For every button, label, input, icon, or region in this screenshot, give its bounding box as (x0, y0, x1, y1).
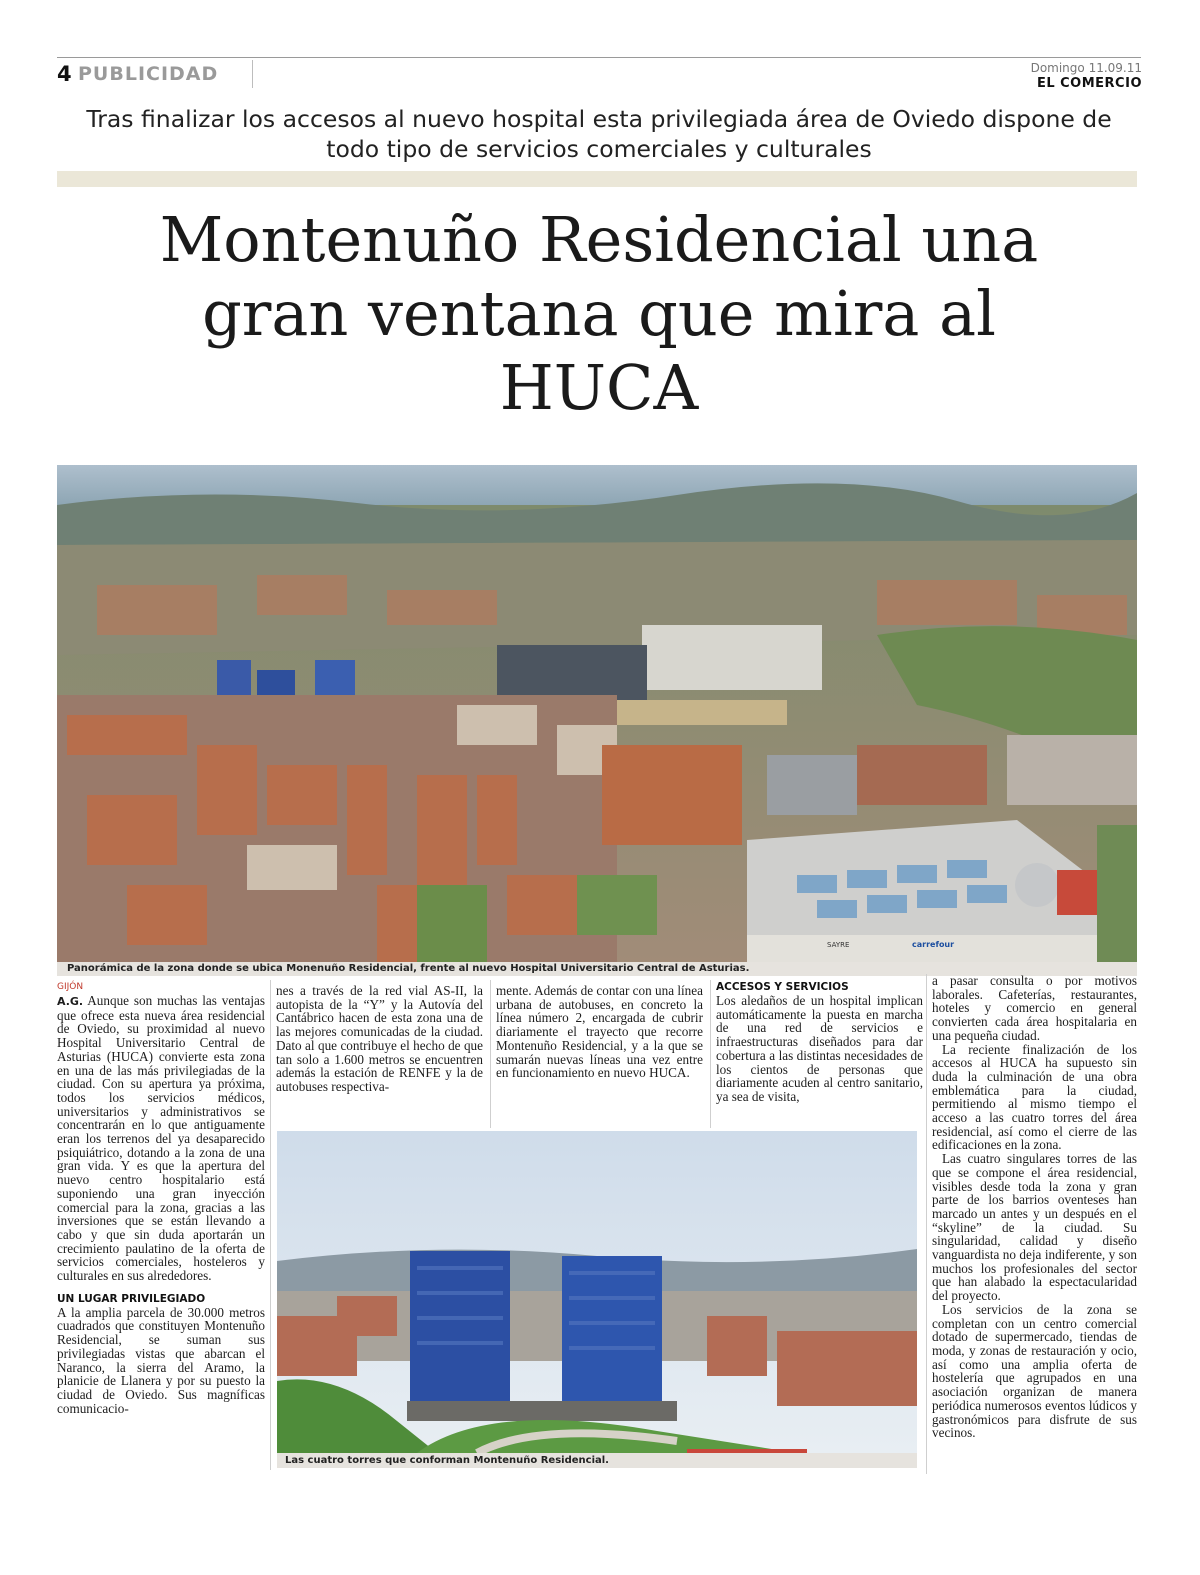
main-photo-caption: Panorámica de la zona donde se ubica Monenuño Residencial, frente al nuevo Hospital Universitario Central de Asturias. (57, 962, 1137, 976)
byline: A.G. (57, 995, 84, 1008)
paragraph-accesos-5: Los servicios de la zona se completan con un centro comercial dotado de supermercado, tiendas de moda, y zonas de restauración y ocio, así como una amplia oferta de hostelería que agrupados en una asociación organizan de manera periódica numerosos eventos lúdicos y gastronómicos para disfrute de sus vecinos. (932, 1301, 1137, 1441)
column-rule (270, 980, 271, 1470)
paragraph-accesos-1: Los aledaños de un hospital implican automáticamente la puesta en marcha de una red de servicios e infraestructuras diseñados para dar cobertura a las distintas necesidades de los cientos de personas que diariamente acuden al centro sanitario, ya sea de visita, (716, 993, 923, 1104)
paragraph-accesos-3: La reciente finalización de los accesos al HUCA ha supuesto sin duda la culminación de una obra emblemática para la ciudad, permitiendo al mismo tiempo el acceso a las cuatro torres del área residencial, así como el cierre de las edificaciones en la zona. (932, 1041, 1137, 1153)
aerial-photo (57, 465, 1137, 962)
paragraph-lugar-1: A la amplia parcela de 30.000 metros cuadrados que constituyen Montenuño Residencial, se suman sus privilegiadas vistas que abarcan el Naranco, la sierra del Aramo, la planicie de Llanera y por su puesto la ciudad de Oviedo. Sus magníficas comunicacio- (57, 1304, 265, 1416)
top-rule (57, 57, 1141, 58)
header-divider (252, 60, 253, 88)
paragraph-accesos-4: Las cuatro singulares torres de las que se compone el área residencial, visibles desde toda la zona y gran parte de los barrios oventeses han marcado un antes y un después en el “skyline” de la ciudad. Su singularidad, calidad y diseño vanguardista no deja indiferente, y son muchos los profesionales del sector que han alabado la espectacularidad del proyecto. (932, 1151, 1137, 1304)
paragraph-lugar-2: nes a través de la red vial AS-II, la autopista de la “Y” y la Autovía del Cantábrico hacen de esta zona una de las mejores comunicadas de la ciudad. Dato al que contribuye el hecho de que tan solo a 1.600 metros se encuentren además la estación de RENFE y la de autobuses respectiva- (276, 983, 483, 1094)
section-label: PUBLICIDAD (78, 63, 219, 85)
headline (57, 203, 1141, 425)
article-column-5 (932, 974, 1137, 1440)
headline-line-2: gran ventana que mira al (202, 277, 996, 350)
decorative-band (57, 171, 1137, 187)
column-rule (926, 974, 927, 1474)
headline-line-1: Montenuño Residencial una (159, 203, 1039, 276)
article-column-2 (276, 984, 483, 1094)
headline-line-3: HUCA (499, 351, 699, 424)
article-column-3 (496, 984, 703, 1080)
towers-photo-caption: Las cuatro torres que conforman Montenuño Residencial. (277, 1453, 917, 1468)
column-rule (710, 980, 711, 1128)
page-number: 4 (57, 62, 72, 86)
subheadline: Tras finalizar los accesos al nuevo hospital esta privilegiada área de Oviedo dispone de todo tipo de servicios comerciales y culturales (86, 105, 1112, 163)
store-sign-sayre: SAYRE (827, 941, 850, 949)
tower-left (410, 1251, 510, 1411)
tower-right (562, 1256, 662, 1411)
article-column-4 (716, 981, 923, 1104)
paragraph-lugar-3: mente. Además de contar con una línea urbana de autobuses, en concreto la línea número 2, encargada de cubrir diariamente el trayecto que recorre Montenuño Residencial, y a la que se sumarán nuevas líneas una vez entre en funcionamiento en nuevo HUCA. (496, 983, 703, 1081)
dateline: GIJÓN (57, 982, 84, 992)
subtitle-accesos-servicios: ACCESOS Y SERVICIOS (716, 981, 849, 993)
paragraph-intro: Aunque son muchas las ventajas que ofrece esta nueva área residencial de Oviedo, su proximidad al nuevo Hospital Universitario Central de Asturias (HUCA) convierte esta zona en una de las más privilegiadas de la ciudad. Con su apertura ya próxima, todos los servicios médicos, universitarios y administrativos se concentrarán en lo que antiguamente eran los terrenos del ya desaparecido psiquiátrico, dotando a la zona de una gran vida. Y es que la apertura del nuevo centro hospitalario está suponiendo una gran inyección comercial para la zona, gracias a las inversiones que se están llevando a cabo y que sin duda aportarán un crecimiento paulatino de la oferta de servicios comerciales, hosteleros y culturales en sus alrededores. (57, 993, 265, 1284)
newspaper-name: EL COMERCIO (1036, 76, 1142, 91)
column-rule (490, 980, 491, 1128)
towers-photo (277, 1131, 917, 1453)
article-column-1 (57, 981, 265, 1415)
paragraph-accesos-2: a pasar consulta o por motivos laborales. Cafeterías, restaurantes, hoteles y comercio en general convierten cada área hospitalaria en una pequeña ciudad. (932, 973, 1137, 1043)
store-sign-carrefour: carrefour (912, 940, 955, 949)
issue-date: Domingo 11.09.11 (1030, 61, 1142, 75)
hospital-building (642, 625, 822, 690)
subtitle-lugar-privilegiado: UN LUGAR PRIVILEGIADO (57, 1292, 206, 1305)
